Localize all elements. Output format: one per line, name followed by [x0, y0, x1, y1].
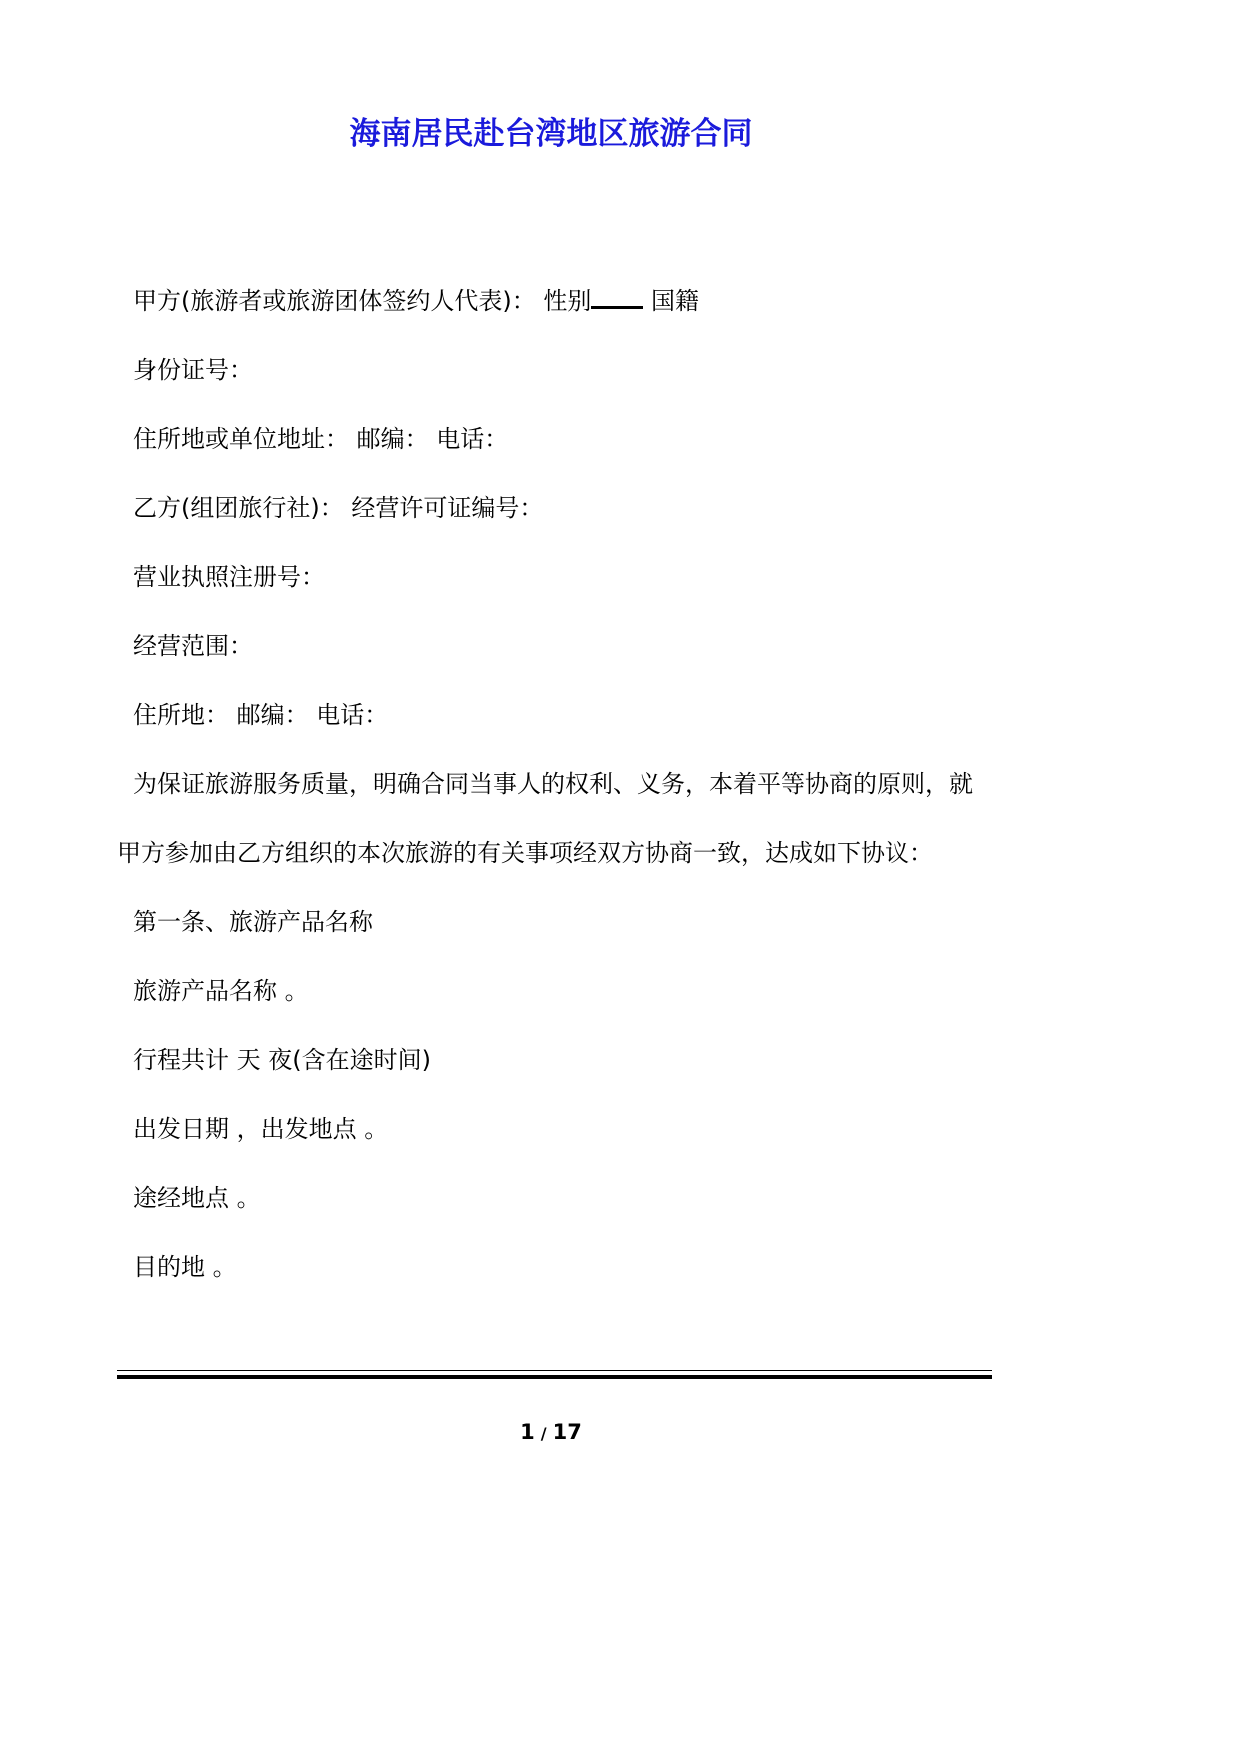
footer-divider-thick	[117, 1375, 992, 1379]
via-line: 途经地点 。	[133, 1184, 261, 1212]
total-pages: 17	[552, 1420, 582, 1444]
party-a-label: 甲方(旅游者或旅游团体签约人代表)： 性别	[133, 287, 592, 315]
page-separator: /	[540, 1424, 547, 1443]
current-page: 1	[520, 1420, 535, 1444]
footer-divider-thin	[117, 1370, 992, 1371]
business-scope-line: 经营范围：	[133, 632, 253, 660]
page-number	[0, 1418, 1102, 1448]
destination-line: 目的地 。	[133, 1253, 237, 1281]
nationality-label: 国籍	[643, 287, 699, 315]
document-title: 海南居民赴台湾地区旅游合同	[349, 116, 753, 152]
departure-line: 出发日期 ，出发地点 。	[133, 1115, 389, 1143]
id-number-line: 身份证号：	[133, 356, 253, 384]
business-license-line: 营业执照注册号：	[133, 563, 325, 591]
document-body	[117, 267, 992, 1302]
article-1-heading: 第一条、旅游产品名称	[133, 908, 373, 936]
party-a-line	[117, 267, 992, 336]
address-b-line: 住所地： 邮编： 电话：	[133, 701, 389, 729]
gender-blank	[591, 284, 643, 309]
address-a-line: 住所地或单位地址： 邮编： 电话：	[133, 425, 509, 453]
product-name-line: 旅游产品名称 。	[133, 977, 309, 1005]
preamble-paragraph: 为保证旅游服务质量，明确合同当事人的权利、义务，本着平等协商的原则，就甲方参加由乙方组织的本次旅游的有关事项经双方协商一致，达成如下协议：	[117, 770, 973, 867]
itinerary-line: 行程共计 天 夜(含在途时间)	[133, 1046, 431, 1074]
party-b-line: 乙方(组团旅行社)： 经营许可证编号：	[133, 494, 544, 522]
